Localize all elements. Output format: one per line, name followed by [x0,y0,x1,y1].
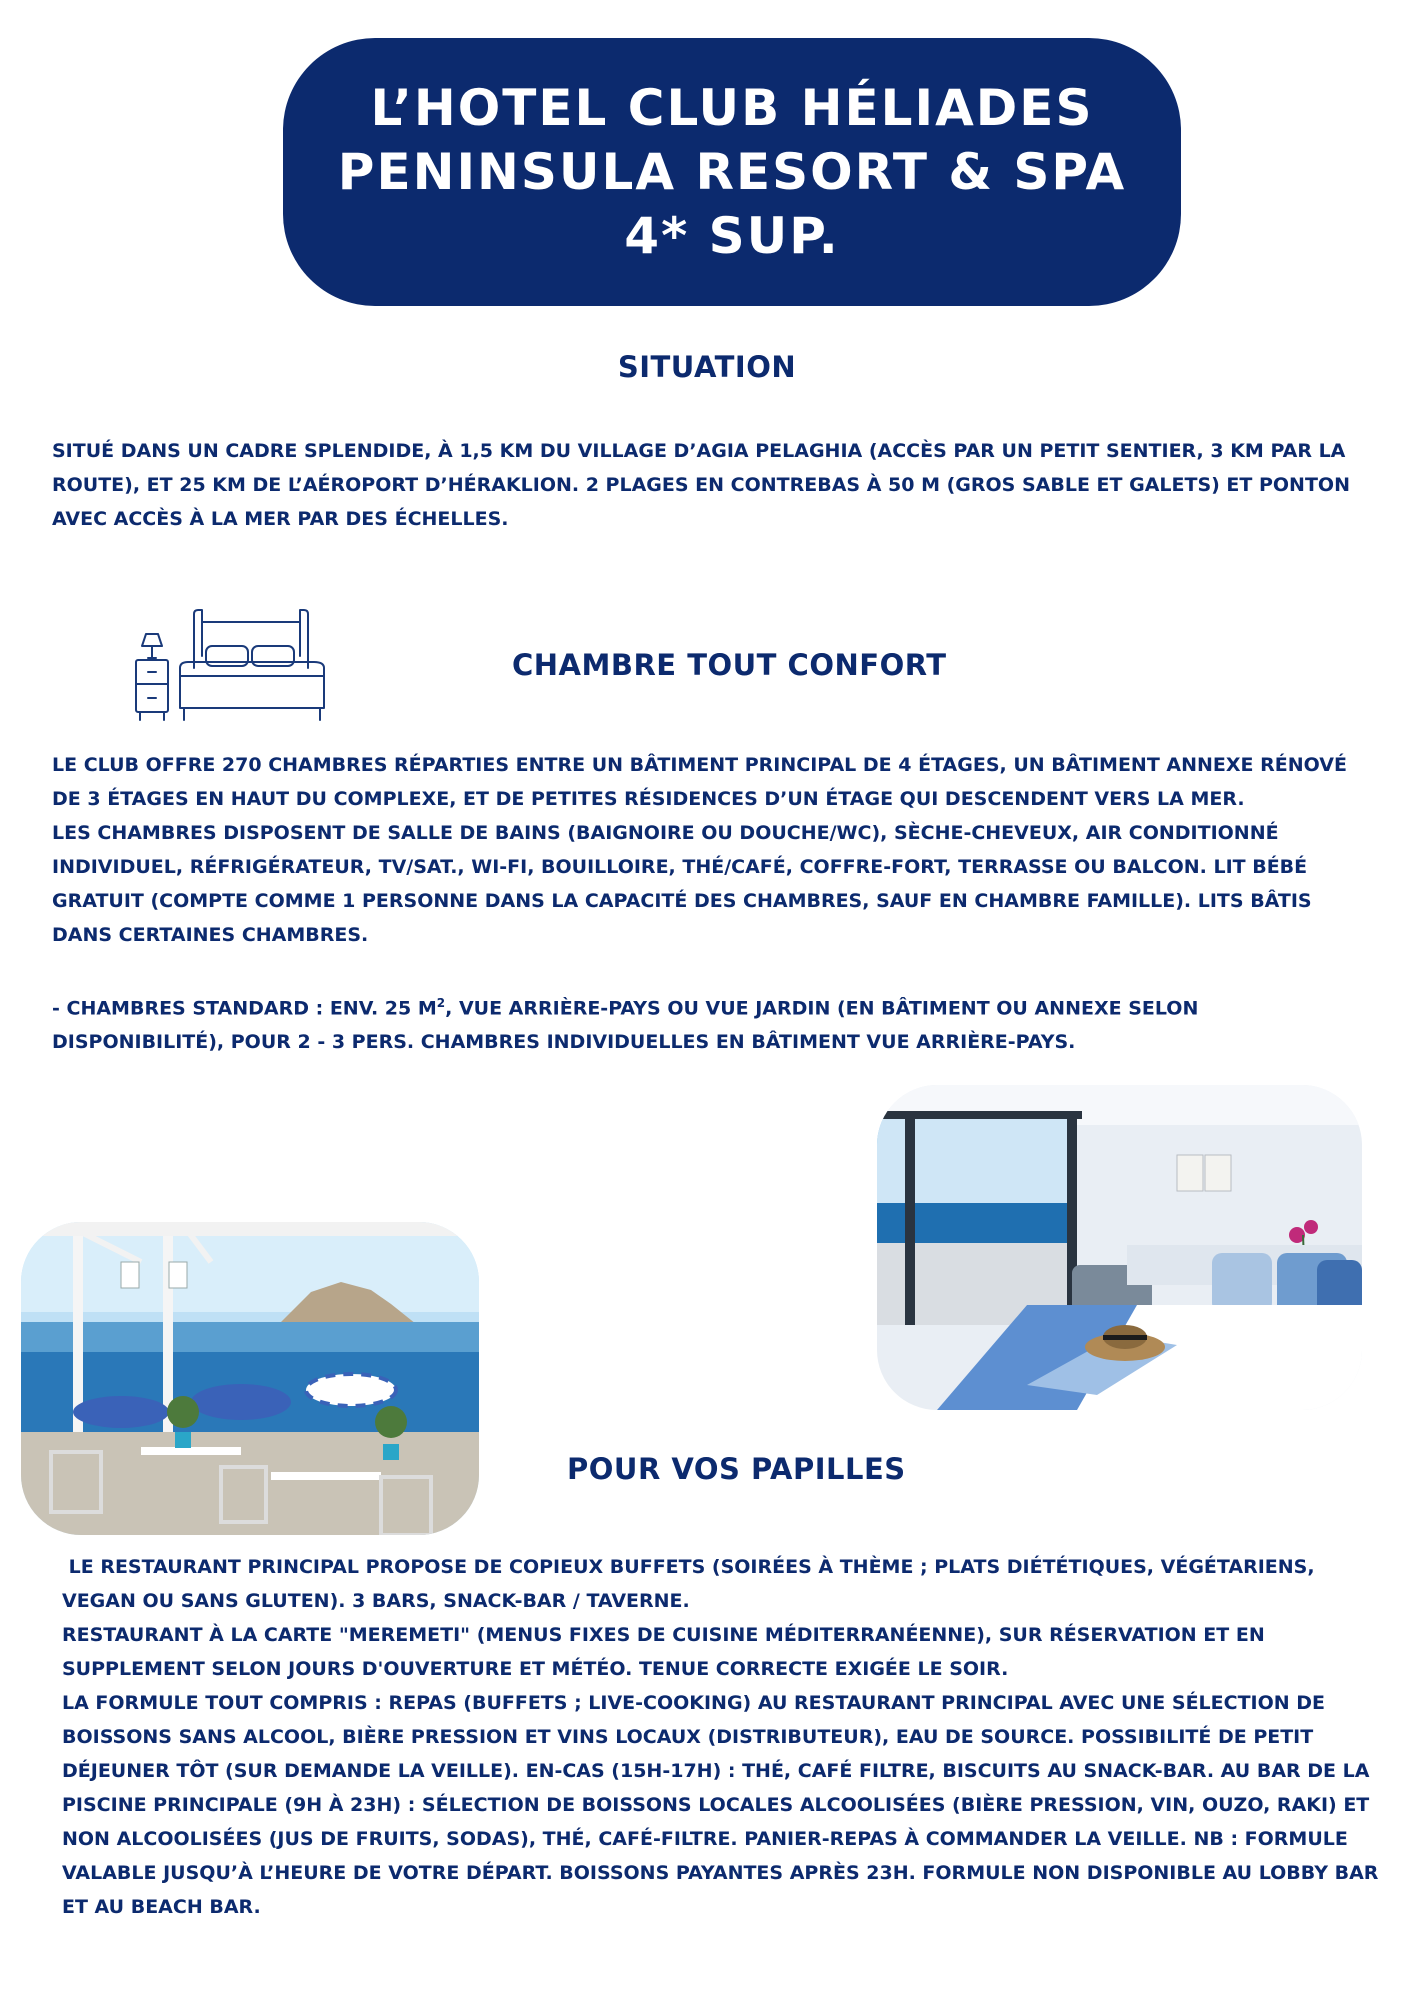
situation-text [52,434,1372,536]
title-line-2: PENINSULA RESORT & SPA [337,143,1127,201]
chambre-paragraph-2: LES CHAMBRES DISPOSENT DE SALLE DE BAINS (BAIGNOIRE OU DOUCHE/WC), SÈCHE-CHEVEUX, AIR CONDITIONNÉ INDIVIDUEL, RÉFRIGÉRATEUR, TV/SAT., WI-FI, BOUILLOIRE, THÉ/CAFÉ, COFFRE-FORT, TERRASSE OU BALCON. LIT BÉBÉ GRATUIT (COMPTE COMME 1 PERSONNE DANS LA CAPACITÉ DES CHAMBRES, SAUF EN CHAMBRE FAMILLE). LITS BÂTIS DANS CERTAINES CHAMBRES. [52,822,1312,946]
title-banner [283,38,1181,306]
chambre-text [52,748,1372,1059]
superscript: 2 [436,996,446,1010]
chambre-paragraph-3 [52,986,1372,1059]
papilles-paragraph-3: LA FORMULE TOUT COMPRIS : REPAS (BUFFETS ; LIVE-COOKING) AU RESTAURANT PRINCIPAL AVEC UNE SÉLECTION DE BOISSONS SANS ALCOOL, BIÈRE PRESSION ET VINS LOCAUX (DISTRIBUTEUR), EAU DE SOURCE. POSSIBILITÉ DE PETIT DÉJEUNER TÔT (SUR DEMANDE LA VEILLE). EN-CAS (15H-17H) : THÉ, CAFÉ FILTRE, BISCUITS AU SNACK-BAR. AU BAR DE LA PISCINE PRINCIPALE (9H À 23H) : SÉLECTION DE BOISSONS LOCALES ALCOOLISÉES (BIÈRE PRESSION, VIN, OUZO, RAKI) ET NON ALCOOLISÉES (JUS DE FRUITS, SODAS), THÉ, CAFÉ-FILTRE. PANIER-REPAS À COMMANDER LA VEILLE. NB : FORMULE VALABLE JUSQU’À L’HEURE DE VOTRE DÉPART. BOISSONS PAYANTES APRÈS 23H. FORMULE NON DISPONIBLE AU LOBBY BAR ET AU BEACH BAR. [62,1692,1379,1918]
title-line-3: 4* SUP. [624,207,840,265]
papilles-heading: POUR VOS PAPILLES [567,1452,906,1486]
chambre-heading: CHAMBRE TOUT CONFORT [512,648,947,682]
bedroom-photo [877,1085,1362,1410]
papilles-paragraph-2: RESTAURANT À LA CARTE "MEREMETI" (MENUS FIXES DE CUISINE MÉDITERRANÉENNE), SUR RÉSERVATION ET EN SUPPLEMENT SELON JOURS D'OUVERTURE ET MÉTÉO. TENUE CORRECTE EXIGÉE LE SOIR. [62,1624,1265,1680]
chambre-p3-start: - CHAMBRES STANDARD : ENV. 25 M [52,997,437,1020]
chambre-p3-end: , VUE ARRIÈRE-PAYS OU VUE JARDIN (EN BÂTIMENT OU ANNEXE SELON DISPONIBILITÉ), POUR 2 - 3 PERS. CHAMBRES INDIVIDUELLES EN BÂTIMENT VUE ARRIÈRE-PAYS. [52,997,1199,1054]
terrace-photo [21,1222,479,1535]
chambre-paragraph-1: LE CLUB OFFRE 270 CHAMBRES RÉPARTIES ENTRE UN BÂTIMENT PRINCIPAL DE 4 ÉTAGES, UN BÂTIMENT ANNEXE RÉNOVÉ DE 3 ÉTAGES EN HAUT DU COMPLEXE, ET DE PETITES RÉSIDENCES D’UN ÉTAGE QUI DESCENDENT VERS LA MER. [52,754,1347,810]
papilles-text [62,1550,1382,1924]
situation-paragraph: SITUÉ DANS UN CADRE SPLENDIDE, À 1,5 KM DU VILLAGE D’AGIA PELAGHIA (ACCÈS PAR UN PETIT SENTIER, 3 KM PAR LA ROUTE), ET 25 KM DE L’AÉROPORT D’HÉRAKLION. 2 PLAGES EN CONTREBAS À 50 M (GROS SABLE ET GALETS) ET PONTON AVEC ACCÈS À LA MER PAR DES ÉCHELLES. [52,440,1350,530]
title-line-1: L’HOTEL CLUB HÉLIADES [370,79,1094,137]
bed-icon [132,608,332,733]
situation-heading: SITUATION [617,350,797,384]
papilles-paragraph-1: LE RESTAURANT PRINCIPAL PROPOSE DE COPIEUX BUFFETS (SOIRÉES À THÈME ; PLATS DIÉTÉTIQUES, VÉGÉTARIENS, VEGAN OU SANS GLUTEN). 3 BARS, SNACK-BAR / TAVERNE. [62,1556,1322,1612]
